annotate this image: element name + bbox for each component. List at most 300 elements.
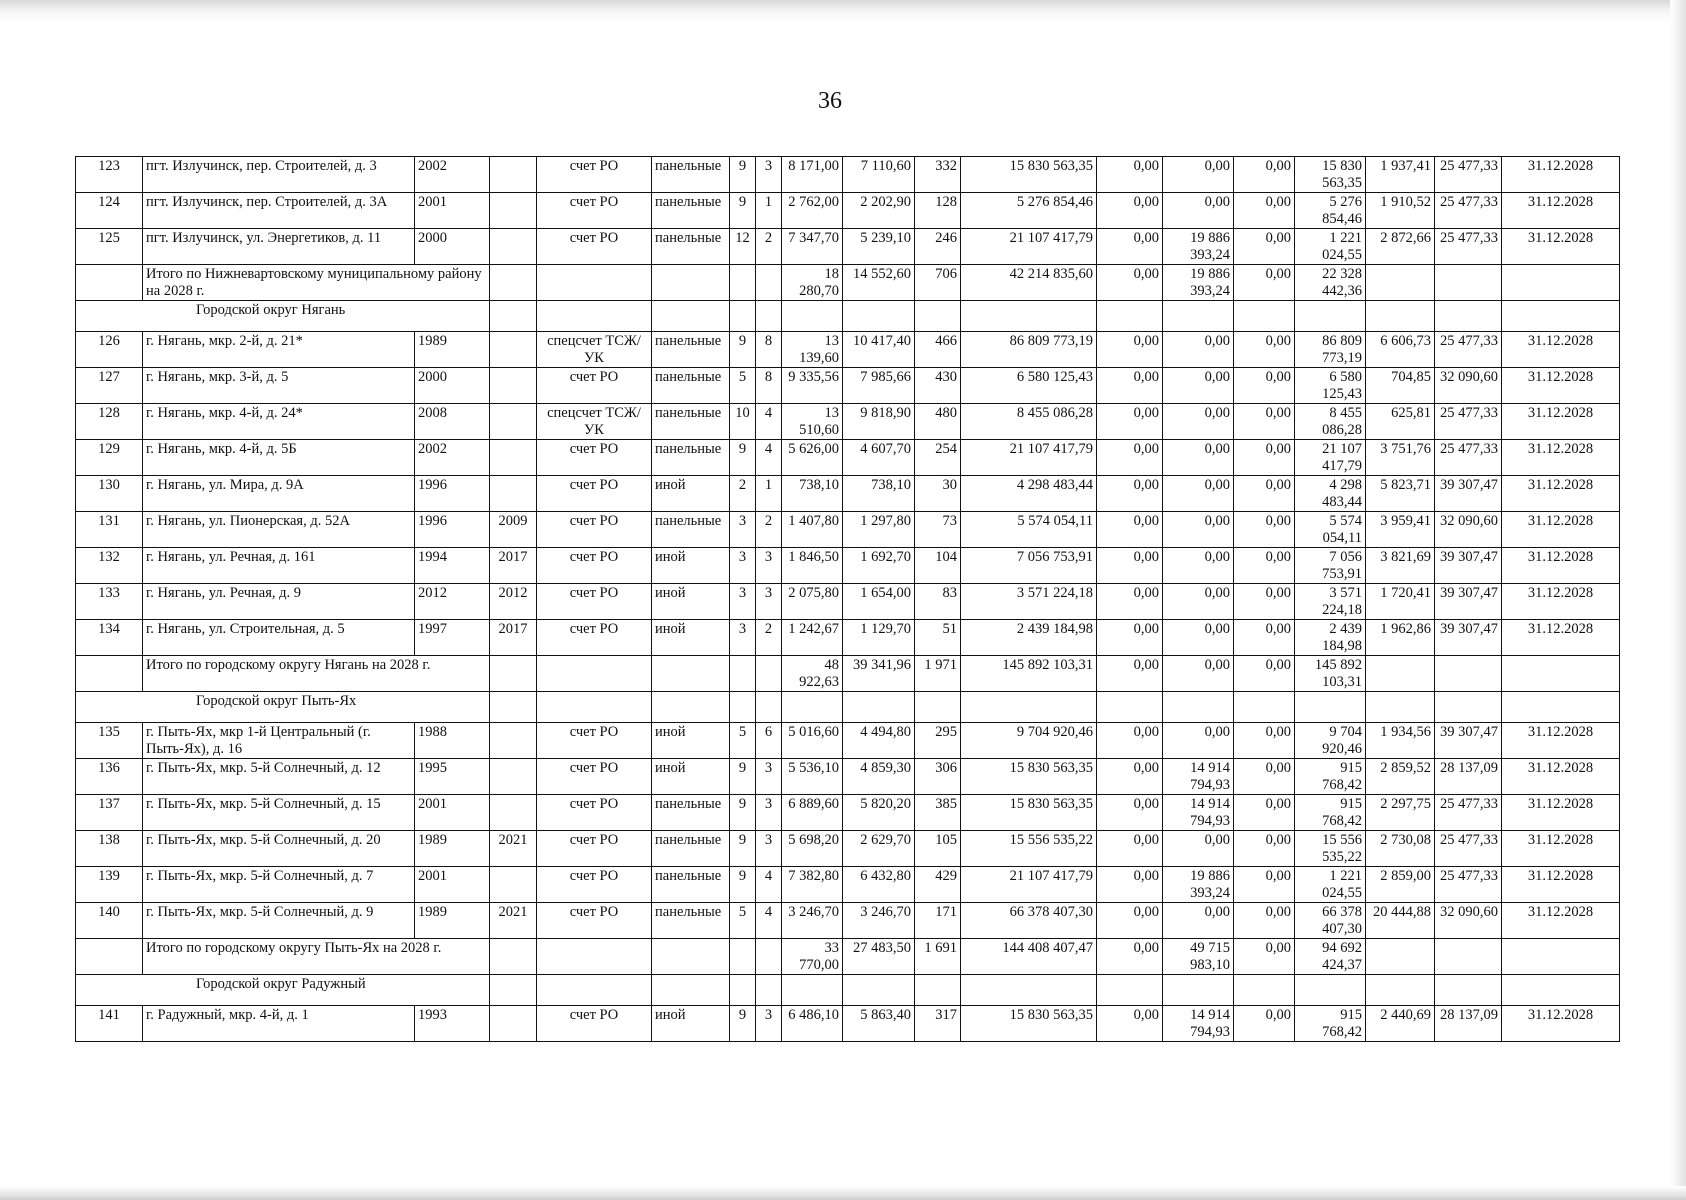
subtotal-total-area: 48 922,63 — [782, 656, 843, 692]
subtotal-source-4: 145 892 103,31 — [1295, 656, 1366, 692]
fund-type: счет РО — [537, 440, 652, 476]
row-number: 126 — [76, 332, 143, 368]
completion-date: 31.12.2028 — [1502, 903, 1620, 939]
subtotal-empty-6 — [1366, 939, 1435, 975]
total-area: 1 846,50 — [782, 548, 843, 584]
last-repair-year — [490, 193, 537, 229]
wall-material: иной — [652, 620, 730, 656]
table-row — [76, 440, 1620, 476]
entrances: 3 — [756, 584, 782, 620]
subtotal-source-1: 0,00 — [1097, 265, 1163, 301]
subtotal-empty-2 — [537, 656, 652, 692]
total-area: 13 139,60 — [782, 332, 843, 368]
district-empty-cell — [1097, 692, 1163, 723]
cost-per-sqm: 2 297,75 — [1366, 795, 1435, 831]
last-repair-year: 2021 — [490, 903, 537, 939]
table-body — [76, 157, 1620, 1042]
cost-source-4: 915 768,42 — [1295, 795, 1366, 831]
residents-count: 306 — [915, 759, 961, 795]
cost-source-1: 0,00 — [1097, 404, 1163, 440]
cost-source-2: 0,00 — [1163, 404, 1234, 440]
subtotal-spacer — [76, 939, 143, 975]
construction-year: 1993 — [415, 1006, 490, 1042]
living-area: 5 239,10 — [843, 229, 915, 265]
last-repair-year — [490, 723, 537, 759]
cost-per-sqm: 2 859,00 — [1366, 867, 1435, 903]
fund-type: счет РО — [537, 620, 652, 656]
entrances: 2 — [756, 229, 782, 265]
entrances: 6 — [756, 723, 782, 759]
cost-source-2: 0,00 — [1163, 620, 1234, 656]
house-address: г. Нягань, ул. Речная, д. 9 — [143, 584, 415, 620]
subtotal-empty-4 — [730, 265, 756, 301]
last-repair-year: 2012 — [490, 584, 537, 620]
cost-source-2: 0,00 — [1163, 831, 1234, 867]
last-repair-year — [490, 867, 537, 903]
cost-per-sqm: 1 962,86 — [1366, 620, 1435, 656]
cost-per-sqm: 2 859,52 — [1366, 759, 1435, 795]
fund-type: счет РО — [537, 867, 652, 903]
last-repair-year — [490, 157, 537, 193]
residents-count: 246 — [915, 229, 961, 265]
construction-year: 2001 — [415, 193, 490, 229]
wall-material: иной — [652, 759, 730, 795]
cost-per-sqm: 2 730,08 — [1366, 831, 1435, 867]
wall-material: иной — [652, 1006, 730, 1042]
wall-material: панельные — [652, 332, 730, 368]
house-address: г. Нягань, мкр. 4-й, д. 24* — [143, 404, 415, 440]
subtotal-source-4: 94 692 424,37 — [1295, 939, 1366, 975]
construction-year: 2001 — [415, 795, 490, 831]
residents-count: 105 — [915, 831, 961, 867]
fund-type: счет РО — [537, 512, 652, 548]
district-name: Городской округ Нягань — [76, 301, 490, 332]
last-repair-year — [490, 404, 537, 440]
cost-source-3: 0,00 — [1234, 512, 1295, 548]
cost-limit: 39 307,47 — [1435, 723, 1502, 759]
last-repair-year — [490, 476, 537, 512]
house-address: г. Радужный, мкр. 4-й, д. 1 — [143, 1006, 415, 1042]
cost-source-1: 0,00 — [1097, 332, 1163, 368]
row-number: 128 — [76, 404, 143, 440]
district-empty-cell — [652, 975, 730, 1006]
total-cost: 8 455 086,28 — [961, 404, 1097, 440]
residents-count: 429 — [915, 867, 961, 903]
table-row — [76, 759, 1620, 795]
total-cost: 3 571 224,18 — [961, 584, 1097, 620]
floors: 5 — [730, 903, 756, 939]
subtotal-empty-4 — [730, 939, 756, 975]
district-empty-cell — [1366, 692, 1435, 723]
cost-per-sqm: 2 440,69 — [1366, 1006, 1435, 1042]
total-cost: 15 830 563,35 — [961, 795, 1097, 831]
house-address: г. Пыть-Ях, мкр. 5-й Солнечный, д. 15 — [143, 795, 415, 831]
fund-type: счет РО — [537, 368, 652, 404]
row-number: 134 — [76, 620, 143, 656]
living-area: 7 110,60 — [843, 157, 915, 193]
subtotal-empty-5 — [756, 939, 782, 975]
cost-source-3: 0,00 — [1234, 620, 1295, 656]
cost-source-3: 0,00 — [1234, 229, 1295, 265]
table-row — [76, 229, 1620, 265]
house-address: г. Пыть-Ях, мкр. 5-й Солнечный, д. 12 — [143, 759, 415, 795]
cost-source-4: 9 704 920,46 — [1295, 723, 1366, 759]
fund-type: счет РО — [537, 723, 652, 759]
residents-count: 30 — [915, 476, 961, 512]
fund-type: счет РО — [537, 1006, 652, 1042]
house-address: г. Нягань, ул. Строительная, д. 5 — [143, 620, 415, 656]
district-empty-cell — [1502, 975, 1620, 1006]
total-cost: 9 704 920,46 — [961, 723, 1097, 759]
total-area: 5 626,00 — [782, 440, 843, 476]
living-area: 5 820,20 — [843, 795, 915, 831]
cost-source-4: 1 221 024,55 — [1295, 229, 1366, 265]
total-cost: 15 830 563,35 — [961, 1006, 1097, 1042]
completion-date: 31.12.2028 — [1502, 157, 1620, 193]
subtotal-cost: 145 892 103,31 — [961, 656, 1097, 692]
cost-source-3: 0,00 — [1234, 404, 1295, 440]
completion-date: 31.12.2028 — [1502, 404, 1620, 440]
subtotal-residents: 1 691 — [915, 939, 961, 975]
cost-source-2: 0,00 — [1163, 548, 1234, 584]
subtotal-spacer — [76, 656, 143, 692]
residents-count: 171 — [915, 903, 961, 939]
completion-date: 31.12.2028 — [1502, 193, 1620, 229]
construction-year: 2012 — [415, 584, 490, 620]
subtotal-label: Итого по Нижневартовскому муниципальному району на 2028 г. — [143, 265, 490, 301]
completion-date: 31.12.2028 — [1502, 440, 1620, 476]
cost-per-sqm: 6 606,73 — [1366, 332, 1435, 368]
subtotal-empty-3 — [652, 265, 730, 301]
wall-material: панельные — [652, 831, 730, 867]
district-empty-cell — [1366, 975, 1435, 1006]
district-header-row — [76, 975, 1620, 1006]
cost-source-3: 0,00 — [1234, 157, 1295, 193]
district-empty-cell — [652, 692, 730, 723]
cost-source-1: 0,00 — [1097, 368, 1163, 404]
living-area: 738,10 — [843, 476, 915, 512]
cost-source-1: 0,00 — [1097, 193, 1163, 229]
row-number: 138 — [76, 831, 143, 867]
fund-type: спецсчет ТСЖ/УК — [537, 404, 652, 440]
cost-source-2: 14 914 794,93 — [1163, 795, 1234, 831]
district-empty-cell — [782, 692, 843, 723]
living-area: 9 818,90 — [843, 404, 915, 440]
living-area: 4 607,70 — [843, 440, 915, 476]
subtotal-empty-3 — [652, 656, 730, 692]
construction-year: 2000 — [415, 229, 490, 265]
wall-material: панельные — [652, 157, 730, 193]
fund-type: счет РО — [537, 229, 652, 265]
district-empty-cell — [1295, 301, 1366, 332]
cost-source-4: 8 455 086,28 — [1295, 404, 1366, 440]
cost-source-4: 6 580 125,43 — [1295, 368, 1366, 404]
house-address: г. Нягань, ул. Пионерская, д. 52А — [143, 512, 415, 548]
total-cost: 2 439 184,98 — [961, 620, 1097, 656]
cost-source-3: 0,00 — [1234, 723, 1295, 759]
total-area: 5 698,20 — [782, 831, 843, 867]
floors: 3 — [730, 512, 756, 548]
cost-source-3: 0,00 — [1234, 440, 1295, 476]
wall-material: иной — [652, 723, 730, 759]
cost-source-1: 0,00 — [1097, 229, 1163, 265]
cost-source-2: 14 914 794,93 — [1163, 1006, 1234, 1042]
completion-date: 31.12.2028 — [1502, 476, 1620, 512]
table-row — [76, 404, 1620, 440]
subtotal-empty-8 — [1502, 656, 1620, 692]
scan-edge-top — [0, 0, 1686, 22]
completion-date: 31.12.2028 — [1502, 723, 1620, 759]
table-row — [76, 157, 1620, 193]
house-address: пгт. Излучинск, пер. Строителей, д. 3А — [143, 193, 415, 229]
subtotal-empty-2 — [537, 265, 652, 301]
cost-source-1: 0,00 — [1097, 620, 1163, 656]
entrances: 2 — [756, 620, 782, 656]
living-area: 1 654,00 — [843, 584, 915, 620]
last-repair-year: 2017 — [490, 548, 537, 584]
total-area: 738,10 — [782, 476, 843, 512]
residents-count: 480 — [915, 404, 961, 440]
construction-year: 1997 — [415, 620, 490, 656]
construction-year: 2002 — [415, 157, 490, 193]
residents-count: 385 — [915, 795, 961, 831]
cost-source-2: 0,00 — [1163, 193, 1234, 229]
construction-year: 2002 — [415, 440, 490, 476]
cost-source-4: 86 809 773,19 — [1295, 332, 1366, 368]
subtotal-row — [76, 656, 1620, 692]
living-area: 2 202,90 — [843, 193, 915, 229]
living-area: 7 985,66 — [843, 368, 915, 404]
floors: 9 — [730, 795, 756, 831]
wall-material: иной — [652, 584, 730, 620]
district-empty-cell — [1163, 301, 1234, 332]
district-empty-cell — [1435, 975, 1502, 1006]
district-empty-cell — [756, 692, 782, 723]
last-repair-year: 2017 — [490, 620, 537, 656]
district-empty-cell — [1502, 301, 1620, 332]
floors: 3 — [730, 620, 756, 656]
cost-source-2: 0,00 — [1163, 440, 1234, 476]
subtotal-empty-8 — [1502, 265, 1620, 301]
subtotal-empty-3 — [652, 939, 730, 975]
subtotal-source-2: 0,00 — [1163, 656, 1234, 692]
cost-source-3: 0,00 — [1234, 759, 1295, 795]
total-cost: 15 830 563,35 — [961, 157, 1097, 193]
subtotal-empty-1 — [490, 656, 537, 692]
last-repair-year — [490, 759, 537, 795]
district-empty-cell — [1435, 692, 1502, 723]
total-area: 5 536,10 — [782, 759, 843, 795]
row-number: 124 — [76, 193, 143, 229]
cost-limit: 39 307,47 — [1435, 584, 1502, 620]
last-repair-year — [490, 1006, 537, 1042]
floors: 5 — [730, 723, 756, 759]
subtotal-total-area: 18 280,70 — [782, 265, 843, 301]
table-row — [76, 193, 1620, 229]
district-header-row — [76, 692, 1620, 723]
cost-source-3: 0,00 — [1234, 831, 1295, 867]
district-empty-cell — [1234, 692, 1295, 723]
cost-limit: 32 090,60 — [1435, 512, 1502, 548]
table-row — [76, 867, 1620, 903]
district-header-row — [76, 301, 1620, 332]
subtotal-source-2: 19 886 393,24 — [1163, 265, 1234, 301]
table-row — [76, 332, 1620, 368]
cost-limit: 39 307,47 — [1435, 476, 1502, 512]
construction-year: 1989 — [415, 831, 490, 867]
cost-per-sqm: 3 821,69 — [1366, 548, 1435, 584]
entrances: 2 — [756, 512, 782, 548]
cost-source-2: 0,00 — [1163, 157, 1234, 193]
cost-source-3: 0,00 — [1234, 1006, 1295, 1042]
district-empty-cell — [1295, 692, 1366, 723]
entrances: 4 — [756, 867, 782, 903]
cost-source-4: 5 574 054,11 — [1295, 512, 1366, 548]
cost-limit: 25 477,33 — [1435, 157, 1502, 193]
construction-year: 2001 — [415, 867, 490, 903]
subtotal-residents: 1 971 — [915, 656, 961, 692]
district-empty-cell — [843, 692, 915, 723]
cost-source-4: 5 276 854,46 — [1295, 193, 1366, 229]
cost-source-4: 2 439 184,98 — [1295, 620, 1366, 656]
subtotal-living-area: 14 552,60 — [843, 265, 915, 301]
entrances: 8 — [756, 368, 782, 404]
cost-limit: 32 090,60 — [1435, 903, 1502, 939]
living-area: 3 246,70 — [843, 903, 915, 939]
wall-material: панельные — [652, 440, 730, 476]
cost-source-2: 0,00 — [1163, 368, 1234, 404]
table-row — [76, 548, 1620, 584]
total-cost: 15 556 535,22 — [961, 831, 1097, 867]
house-address: пгт. Излучинск, ул. Энергетиков, д. 11 — [143, 229, 415, 265]
subtotal-row — [76, 265, 1620, 301]
district-empty-cell — [490, 692, 537, 723]
district-empty-cell — [843, 301, 915, 332]
cost-source-3: 0,00 — [1234, 332, 1295, 368]
row-number: 132 — [76, 548, 143, 584]
table-row — [76, 584, 1620, 620]
house-address: г. Пыть-Ях, мкр. 5-й Солнечный, д. 20 — [143, 831, 415, 867]
district-empty-cell — [915, 692, 961, 723]
table-row — [76, 476, 1620, 512]
district-empty-cell — [1435, 301, 1502, 332]
cost-source-3: 0,00 — [1234, 795, 1295, 831]
district-empty-cell — [730, 692, 756, 723]
cost-source-3: 0,00 — [1234, 368, 1295, 404]
district-empty-cell — [652, 301, 730, 332]
subtotal-source-4: 22 328 442,36 — [1295, 265, 1366, 301]
cost-per-sqm: 1 720,41 — [1366, 584, 1435, 620]
district-name: Городской округ Пыть-Ях — [76, 692, 490, 723]
construction-year: 1989 — [415, 903, 490, 939]
total-area: 6 889,60 — [782, 795, 843, 831]
cost-source-3: 0,00 — [1234, 476, 1295, 512]
total-cost: 4 298 483,44 — [961, 476, 1097, 512]
floors: 9 — [730, 831, 756, 867]
subtotal-empty-5 — [756, 656, 782, 692]
construction-year: 2008 — [415, 404, 490, 440]
table-row — [76, 795, 1620, 831]
subtotal-source-3: 0,00 — [1234, 939, 1295, 975]
district-empty-cell — [1097, 301, 1163, 332]
row-number: 135 — [76, 723, 143, 759]
construction-year: 2000 — [415, 368, 490, 404]
living-area: 5 863,40 — [843, 1006, 915, 1042]
residents-count: 317 — [915, 1006, 961, 1042]
cost-limit: 25 477,33 — [1435, 229, 1502, 265]
district-empty-cell — [1234, 975, 1295, 1006]
cost-source-1: 0,00 — [1097, 440, 1163, 476]
cost-source-3: 0,00 — [1234, 548, 1295, 584]
cost-source-1: 0,00 — [1097, 723, 1163, 759]
fund-type: счет РО — [537, 795, 652, 831]
completion-date: 31.12.2028 — [1502, 229, 1620, 265]
house-address: г. Нягань, мкр. 4-й, д. 5Б — [143, 440, 415, 476]
cost-source-4: 15 556 535,22 — [1295, 831, 1366, 867]
cost-source-4: 1 221 024,55 — [1295, 867, 1366, 903]
residents-count: 254 — [915, 440, 961, 476]
row-number: 129 — [76, 440, 143, 476]
floors: 9 — [730, 1006, 756, 1042]
row-number: 125 — [76, 229, 143, 265]
row-number: 141 — [76, 1006, 143, 1042]
fund-type: счет РО — [537, 157, 652, 193]
subtotal-cost: 42 214 835,60 — [961, 265, 1097, 301]
cost-source-2: 0,00 — [1163, 332, 1234, 368]
row-number: 130 — [76, 476, 143, 512]
cost-per-sqm: 2 872,66 — [1366, 229, 1435, 265]
subtotal-source-1: 0,00 — [1097, 939, 1163, 975]
cost-limit: 25 477,33 — [1435, 332, 1502, 368]
total-cost: 86 809 773,19 — [961, 332, 1097, 368]
wall-material: панельные — [652, 512, 730, 548]
district-empty-cell — [537, 301, 652, 332]
house-address: г. Пыть-Ях, мкр 1-й Центральный (г. Пыть-Ях), д. 16 — [143, 723, 415, 759]
cost-per-sqm: 3 751,76 — [1366, 440, 1435, 476]
entrances: 4 — [756, 903, 782, 939]
living-area: 4 859,30 — [843, 759, 915, 795]
cost-per-sqm: 704,85 — [1366, 368, 1435, 404]
completion-date: 31.12.2028 — [1502, 620, 1620, 656]
cost-limit: 32 090,60 — [1435, 368, 1502, 404]
cost-source-1: 0,00 — [1097, 1006, 1163, 1042]
total-area: 1 407,80 — [782, 512, 843, 548]
completion-date: 31.12.2028 — [1502, 548, 1620, 584]
district-empty-cell — [756, 975, 782, 1006]
district-name: Городской округ Радужный — [76, 975, 490, 1006]
row-number: 133 — [76, 584, 143, 620]
cost-source-3: 0,00 — [1234, 193, 1295, 229]
wall-material: панельные — [652, 193, 730, 229]
floors: 12 — [730, 229, 756, 265]
total-cost: 5 276 854,46 — [961, 193, 1097, 229]
total-area: 1 242,67 — [782, 620, 843, 656]
table-row — [76, 903, 1620, 939]
total-area: 9 335,56 — [782, 368, 843, 404]
total-area: 13 510,60 — [782, 404, 843, 440]
cost-source-4: 66 378 407,30 — [1295, 903, 1366, 939]
entrances: 3 — [756, 795, 782, 831]
total-cost: 21 107 417,79 — [961, 229, 1097, 265]
cost-source-2: 0,00 — [1163, 723, 1234, 759]
cost-source-2: 19 886 393,24 — [1163, 867, 1234, 903]
cost-source-4: 915 768,42 — [1295, 1006, 1366, 1042]
row-number: 127 — [76, 368, 143, 404]
cost-source-1: 0,00 — [1097, 903, 1163, 939]
entrances: 3 — [756, 548, 782, 584]
cost-source-1: 0,00 — [1097, 512, 1163, 548]
completion-date: 31.12.2028 — [1502, 759, 1620, 795]
